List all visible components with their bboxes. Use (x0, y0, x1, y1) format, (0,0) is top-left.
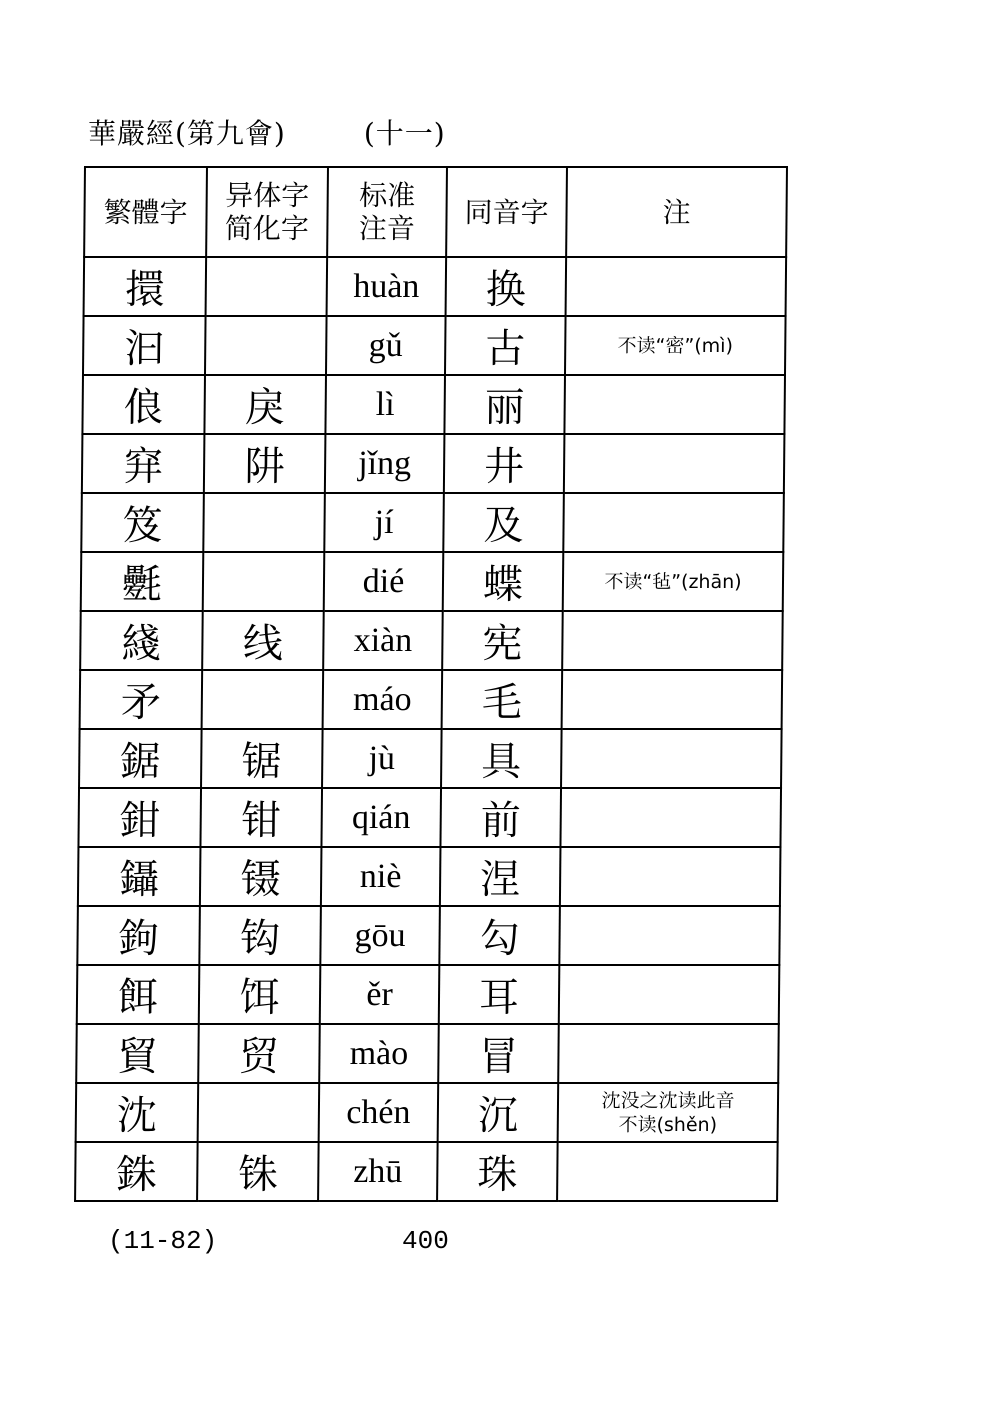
col-header-homophone: 同音字 (446, 167, 567, 257)
pinyin-cell: dié (324, 552, 444, 611)
note-cell (564, 375, 785, 434)
traditional-char-cell: 貿 (76, 1024, 199, 1083)
homophone-char-cell: 及 (443, 493, 564, 552)
variant-simplified-char-cell (206, 257, 328, 316)
homophone-char-cell: 沉 (438, 1083, 559, 1142)
page-number: 400 (402, 1226, 449, 1256)
homophone-char-cell: 古 (445, 316, 566, 375)
col-header-variant-simplified: 异体字 简化字 (206, 167, 328, 257)
traditional-char-cell: 沈 (76, 1083, 199, 1142)
traditional-char-cell: 綫 (80, 611, 203, 670)
note-cell (557, 1142, 778, 1201)
traditional-char-cell: 餌 (77, 965, 200, 1024)
traditional-char-cell: 笈 (81, 493, 204, 552)
homophone-char-cell: 耳 (439, 965, 560, 1024)
homophone-char-cell: 具 (441, 729, 562, 788)
variant-simplified-char-cell: 铢 (197, 1142, 319, 1201)
table-row (76, 1083, 779, 1142)
note-cell (561, 729, 782, 788)
table-row (78, 847, 781, 906)
table-row (77, 965, 780, 1024)
pinyin-cell: zhū (318, 1142, 438, 1201)
note-cell (562, 670, 783, 729)
page-title (88, 112, 446, 152)
pinyin-cell: huàn (327, 257, 447, 316)
note-cell: 不读“密”(mì) (565, 316, 786, 375)
homophone-char-cell: 涅 (440, 847, 561, 906)
homophone-char-cell: 冒 (438, 1024, 559, 1083)
traditional-char-cell: 鑷 (78, 847, 201, 906)
table-row (81, 552, 784, 611)
pinyin-cell: jǐng (325, 434, 445, 493)
table-row (83, 316, 786, 375)
table-row (79, 729, 782, 788)
traditional-char-cell: 鋸 (79, 729, 202, 788)
table-row (82, 375, 785, 434)
traditional-char-cell: 擐 (84, 257, 207, 316)
variant-simplified-char-cell: 钳 (200, 788, 322, 847)
col-header-standard-pinyin: 标准 注音 (327, 167, 447, 257)
table-row (82, 434, 785, 493)
table-row (84, 257, 787, 316)
note-cell: 沈没之沈读此音 不读(shěn) (558, 1083, 779, 1142)
variant-simplified-char-cell: 线 (202, 611, 324, 670)
title-text: 華嚴經(第九會) (88, 117, 286, 150)
glossary-table (74, 166, 788, 1202)
note-cell (562, 611, 783, 670)
homophone-char-cell: 毛 (442, 670, 563, 729)
note-cell (564, 434, 785, 493)
traditional-char-cell: 矛 (80, 670, 203, 729)
table-row (80, 670, 783, 729)
note-cell (560, 788, 781, 847)
col-header-note: 注 (566, 167, 787, 257)
pinyin-cell: ěr (320, 965, 440, 1024)
note-cell (566, 257, 787, 316)
variant-simplified-char-cell (203, 493, 325, 552)
traditional-char-cell: 氎 (81, 552, 204, 611)
pinyin-cell: lì (325, 375, 445, 434)
col-header-traditional: 繁體字 (84, 167, 207, 257)
variant-simplified-char-cell (202, 670, 324, 729)
pinyin-cell: gǔ (326, 316, 446, 375)
header-row (84, 167, 787, 257)
traditional-char-cell: 俍 (82, 375, 205, 434)
footer-code: (11-82) (108, 1226, 218, 1256)
pinyin-cell: jí (324, 493, 444, 552)
table-row (75, 1142, 778, 1201)
pinyin-cell: jù (322, 729, 442, 788)
table-row (80, 611, 783, 670)
table-row (76, 1024, 779, 1083)
pinyin-cell: chén (319, 1083, 439, 1142)
homophone-char-cell: 蝶 (443, 552, 564, 611)
variant-simplified-char-cell (205, 316, 327, 375)
table-row (77, 906, 780, 965)
homophone-char-cell: 前 (440, 788, 561, 847)
homophone-char-cell: 换 (446, 257, 567, 316)
variant-simplified-char-cell (198, 1083, 320, 1142)
variant-simplified-char-cell: 锯 (201, 729, 323, 788)
variant-simplified-char-cell: 钩 (199, 906, 321, 965)
variant-simplified-char-cell: 贸 (198, 1024, 320, 1083)
homophone-char-cell: 珠 (437, 1142, 558, 1201)
traditional-char-cell: 銖 (75, 1142, 198, 1201)
traditional-char-cell: 穽 (82, 434, 205, 493)
pinyin-cell: gōu (320, 906, 440, 965)
table-row (78, 788, 781, 847)
note-cell (559, 906, 780, 965)
homophone-char-cell: 宪 (442, 611, 563, 670)
table-row (81, 493, 784, 552)
pinyin-cell: qián (321, 788, 441, 847)
homophone-char-cell: 丽 (444, 375, 565, 434)
note-cell (560, 847, 781, 906)
note-cell (563, 493, 784, 552)
variant-simplified-char-cell: 饵 (199, 965, 321, 1024)
homophone-char-cell: 勾 (439, 906, 560, 965)
traditional-char-cell: 鉤 (77, 906, 200, 965)
variant-simplified-char-cell (203, 552, 325, 611)
section-number: (十一) (363, 117, 446, 150)
note-cell: 不读“毡”(zhān) (563, 552, 784, 611)
pinyin-cell: máo (323, 670, 443, 729)
pinyin-cell: mào (319, 1024, 439, 1083)
traditional-char-cell: 鉗 (78, 788, 201, 847)
variant-simplified-char-cell: 阱 (204, 434, 326, 493)
traditional-char-cell: 汩 (83, 316, 206, 375)
pinyin-cell: niè (321, 847, 441, 906)
note-cell (559, 965, 780, 1024)
variant-simplified-char-cell: 镊 (200, 847, 322, 906)
note-cell (558, 1024, 779, 1083)
variant-simplified-char-cell: 戾 (204, 375, 326, 434)
homophone-char-cell: 井 (444, 434, 565, 493)
pinyin-cell: xiàn (323, 611, 443, 670)
